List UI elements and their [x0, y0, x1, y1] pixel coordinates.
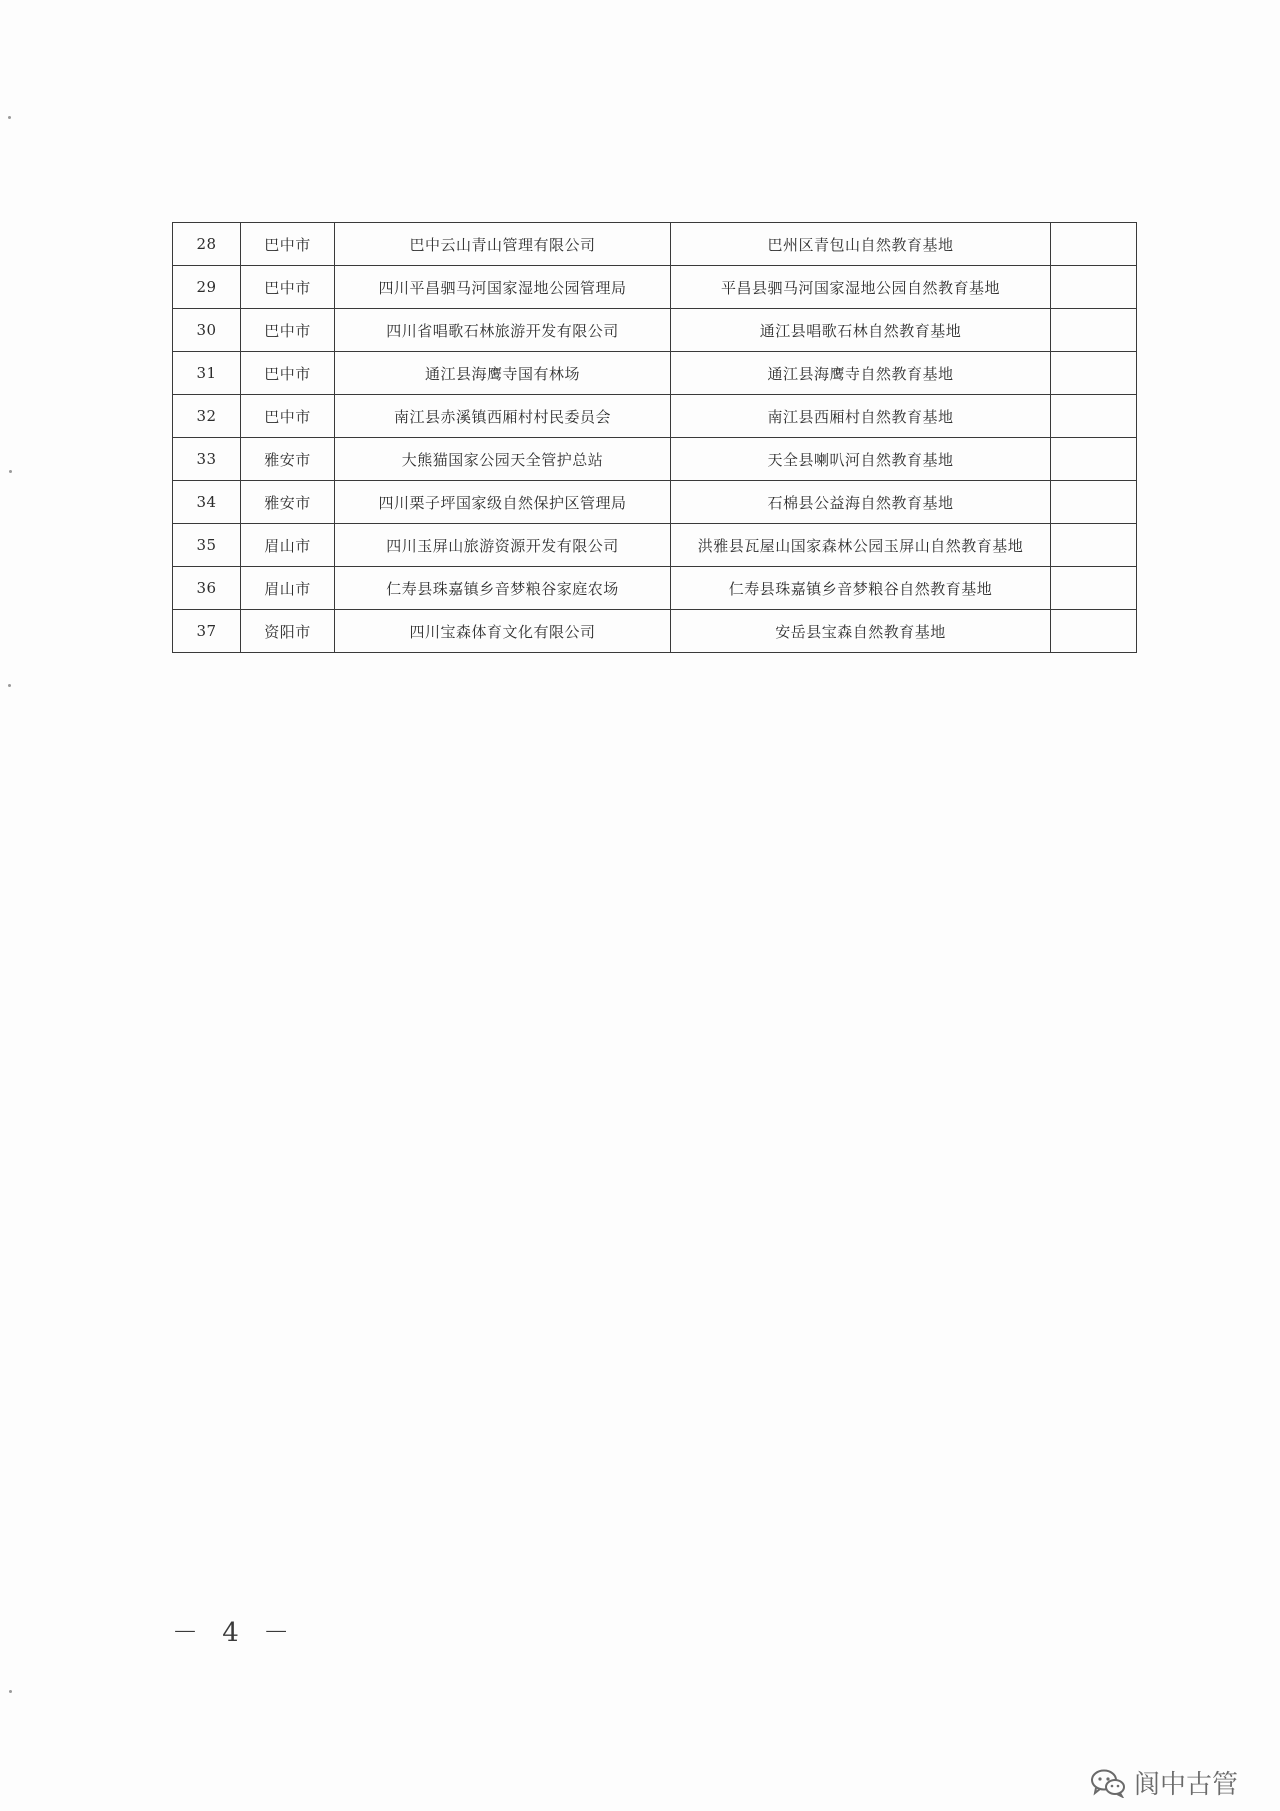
cell-applicant-unit: 四川玉屏山旅游资源开发有限公司 [335, 524, 671, 567]
cell-city: 雅安市 [241, 481, 335, 524]
cell-serial-number: 35 [173, 524, 241, 567]
cell-applicant-unit: 四川栗子坪国家级自然保护区管理局 [335, 481, 671, 524]
cell-base-name: 洪雅县瓦屋山国家森林公园玉屏山自然教育基地 [671, 524, 1051, 567]
table-row [173, 524, 1137, 567]
cell-city: 眉山市 [241, 567, 335, 610]
cell-serial-number: 30 [173, 309, 241, 352]
cell-remark [1051, 481, 1137, 524]
scan-artifact [8, 684, 11, 687]
cell-base-name: 平昌县驷马河国家湿地公园自然教育基地 [671, 266, 1051, 309]
table-row [173, 395, 1137, 438]
cell-serial-number: 36 [173, 567, 241, 610]
cell-applicant-unit: 南江县赤溪镇西厢村村民委员会 [335, 395, 671, 438]
cell-base-name: 天全县喇叭河自然教育基地 [671, 438, 1051, 481]
cell-base-name: 仁寿县珠嘉镇乡音梦粮谷自然教育基地 [671, 567, 1051, 610]
cell-base-name: 石棉县公益海自然教育基地 [671, 481, 1051, 524]
table-row [173, 567, 1137, 610]
cell-base-name: 通江县唱歌石林自然教育基地 [671, 309, 1051, 352]
cell-city: 巴中市 [241, 309, 335, 352]
table-row [173, 223, 1137, 266]
cell-city: 资阳市 [241, 610, 335, 653]
cell-remark [1051, 610, 1137, 653]
page-number: － 4 － [172, 1618, 298, 1648]
cell-remark [1051, 524, 1137, 567]
cell-applicant-unit: 巴中云山青山管理有限公司 [335, 223, 671, 266]
table-row [173, 438, 1137, 481]
cell-city: 巴中市 [241, 352, 335, 395]
wechat-icon [1090, 1768, 1126, 1798]
cell-city: 雅安市 [241, 438, 335, 481]
cell-serial-number: 32 [173, 395, 241, 438]
cell-serial-number: 29 [173, 266, 241, 309]
cell-serial-number: 28 [173, 223, 241, 266]
table-row [173, 481, 1137, 524]
cell-city: 巴中市 [241, 266, 335, 309]
cell-city: 眉山市 [241, 524, 335, 567]
nature-education-base-table [172, 222, 1137, 653]
cell-remark [1051, 352, 1137, 395]
table-row [173, 266, 1137, 309]
table-row [173, 610, 1137, 653]
scan-artifact [9, 470, 12, 473]
cell-remark [1051, 395, 1137, 438]
wechat-watermark [1090, 1764, 1238, 1801]
cell-remark [1051, 266, 1137, 309]
table-row [173, 352, 1137, 395]
cell-serial-number: 37 [173, 610, 241, 653]
cell-applicant-unit: 通江县海鹰寺国有林场 [335, 352, 671, 395]
cell-applicant-unit: 四川宝森体育文化有限公司 [335, 610, 671, 653]
cell-applicant-unit: 大熊猫国家公园天全管护总站 [335, 438, 671, 481]
cell-city: 巴中市 [241, 395, 335, 438]
table-body [173, 223, 1137, 653]
table-row [173, 309, 1137, 352]
cell-remark [1051, 309, 1137, 352]
cell-city: 巴中市 [241, 223, 335, 266]
cell-base-name: 巴州区青包山自然教育基地 [671, 223, 1051, 266]
cell-base-name: 通江县海鹰寺自然教育基地 [671, 352, 1051, 395]
scan-artifact [9, 1690, 12, 1693]
cell-serial-number: 33 [173, 438, 241, 481]
cell-applicant-unit: 四川省唱歌石林旅游开发有限公司 [335, 309, 671, 352]
cell-applicant-unit: 仁寿县珠嘉镇乡音梦粮谷家庭农场 [335, 567, 671, 610]
cell-remark [1051, 567, 1137, 610]
cell-remark [1051, 223, 1137, 266]
cell-applicant-unit: 四川平昌驷马河国家湿地公园管理局 [335, 266, 671, 309]
scan-artifact [8, 116, 11, 119]
watermark-text: 阆中古管 [1133, 1770, 1238, 1800]
cell-remark [1051, 438, 1137, 481]
cell-base-name: 安岳县宝森自然教育基地 [671, 610, 1051, 653]
cell-serial-number: 34 [173, 481, 241, 524]
cell-base-name: 南江县西厢村自然教育基地 [671, 395, 1051, 438]
cell-serial-number: 31 [173, 352, 241, 395]
